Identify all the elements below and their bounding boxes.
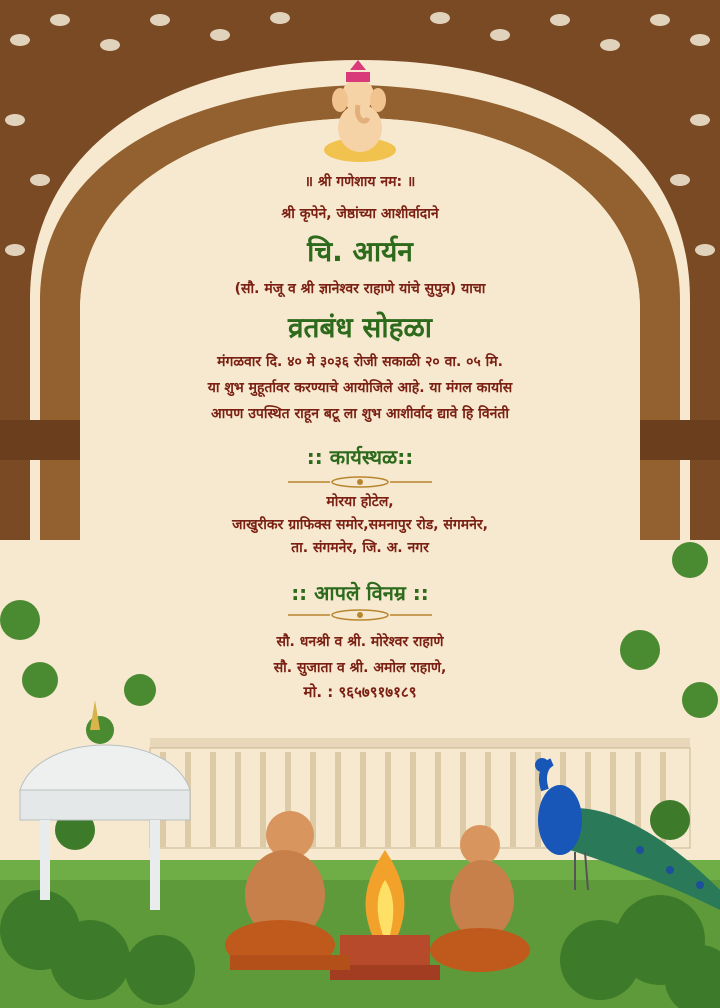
detail-line-2: या शुभ मुहूर्तावर करण्याचे आयोजिले आहे. या मंगल कार्यास	[207, 380, 513, 396]
event-title: व्रतबंध सोहळा	[287, 311, 433, 344]
venue-line-3: ता. संगमनेर, जि. अ. नगर	[291, 540, 429, 556]
detail-line-1: मंगळवार दि. ४० मे ३०३६ रोजी सकाळी २० वा. ०५ मि.	[217, 354, 503, 370]
boy-name: चि. आर्यन	[307, 235, 413, 268]
hosts-line-2: सौ. सुजाता व श्री. अमोल राहाणे,	[273, 660, 447, 676]
venue-heading: :: कार्यस्थळ::	[306, 445, 414, 469]
hosts-phone: मो. : ९६५७९१७१८९	[303, 683, 417, 701]
invocation-text: ॥ श्री गणेशाय नम: ॥	[304, 174, 416, 190]
hosts-heading: :: आपले विनम्र ::	[291, 581, 429, 605]
venue-line-1: मोरया होटेल,	[326, 494, 394, 510]
detail-line-3: आपण उपस्थित राहून बटू ला शुभ आशीर्वाद द्यावे हि विनंती	[210, 406, 510, 422]
hosts-line-1: सौ. धनश्री व श्री. मोरेश्वर राहाणे	[276, 634, 444, 650]
parents-line: (सौ. मंजू व श्री ज्ञानेश्वर राहाणे यांचे सुपुत्र) याचा	[234, 281, 486, 297]
blessing-line: श्री कृपेने, जेष्ठांच्या आशीर्वादाने	[281, 206, 439, 222]
venue-line-2: जाखुरीकर ग्राफिक्स समोर,समनापुर रोड, संगमनेर,	[232, 517, 488, 533]
